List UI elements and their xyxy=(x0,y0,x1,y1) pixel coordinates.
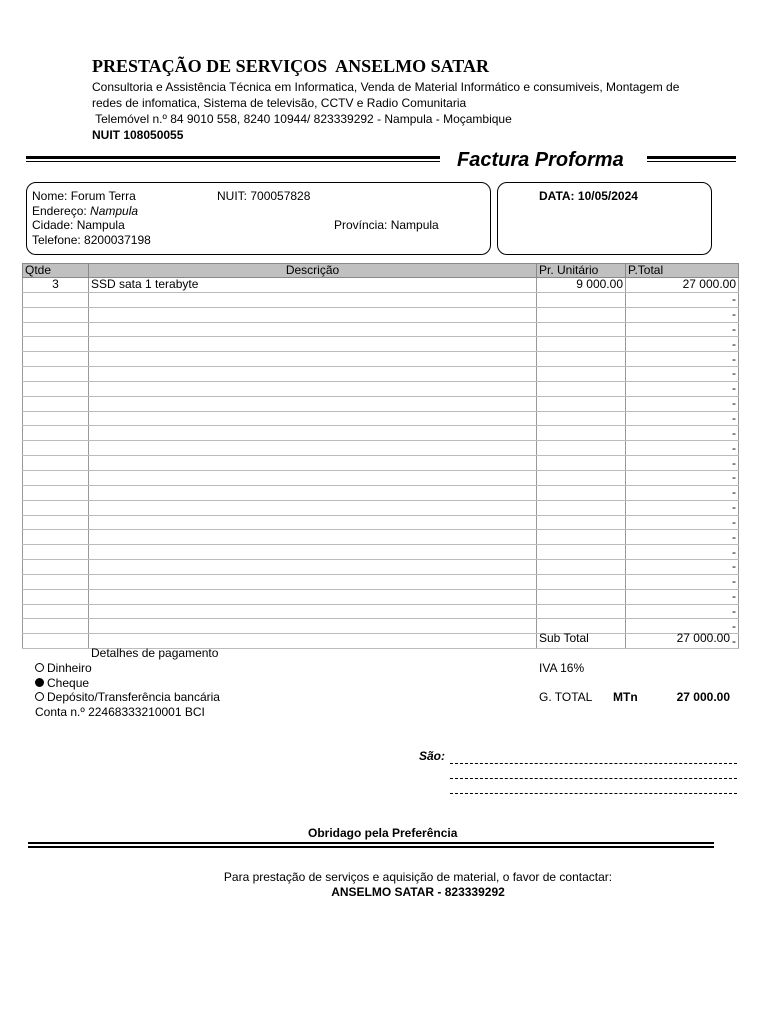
cell-qty xyxy=(23,292,89,307)
cell-total: - xyxy=(626,634,739,649)
client-nuit-value: 700057828 xyxy=(250,189,311,203)
cell-total: - xyxy=(626,411,739,426)
cell-total: - xyxy=(626,292,739,307)
table-row xyxy=(23,396,739,411)
cell-qty xyxy=(23,307,89,322)
table-header-row xyxy=(23,264,739,278)
cell-unit-price xyxy=(537,337,626,352)
cell-unit-price xyxy=(537,515,626,530)
cell-total: - xyxy=(626,560,739,575)
client-address-label: Endereço: xyxy=(32,204,87,218)
cell-qty xyxy=(23,500,89,515)
cell-description xyxy=(89,441,537,456)
cell-description xyxy=(89,604,537,619)
cell-total: - xyxy=(626,381,739,396)
cell-qty xyxy=(23,604,89,619)
table-row xyxy=(23,604,739,619)
cell-unit-price xyxy=(537,441,626,456)
table-row xyxy=(23,352,739,367)
cell-total: - xyxy=(626,456,739,471)
cell-description xyxy=(89,352,537,367)
company-description-line2: redes de infomatica, Sistema de televisão, CCTV e Radio Comunitaria xyxy=(92,96,467,110)
cell-qty xyxy=(23,322,89,337)
table-row xyxy=(23,381,739,396)
cell-total: - xyxy=(626,604,739,619)
cell-description xyxy=(89,396,537,411)
header-description: Descrição xyxy=(89,264,537,278)
cell-total: - xyxy=(626,470,739,485)
header-unit-price: Pr. Unitário xyxy=(537,264,626,278)
signature-line-2 xyxy=(450,778,737,779)
client-address-value: Nampula xyxy=(90,204,139,218)
cell-qty: 3 xyxy=(23,278,89,293)
client-province-value: Nampula xyxy=(390,218,439,232)
payment-option-cash xyxy=(35,661,92,675)
radio-transfer-icon xyxy=(35,692,44,701)
client-nuit-label: NUIT: xyxy=(217,189,247,203)
cell-unit-price xyxy=(537,589,626,604)
cell-qty xyxy=(23,515,89,530)
cell-description xyxy=(89,381,537,396)
table-row xyxy=(23,574,739,589)
bank-account: Conta n.º 22468333210001 BCI xyxy=(35,705,205,719)
cell-total: - xyxy=(626,307,739,322)
company-nuit: NUIT 108050055 xyxy=(92,128,184,142)
table-row xyxy=(23,470,739,485)
cell-unit-price xyxy=(537,322,626,337)
cell-unit-price xyxy=(537,307,626,322)
cell-qty xyxy=(23,619,89,634)
table-row xyxy=(23,426,739,441)
cell-qty xyxy=(23,545,89,560)
cell-description xyxy=(89,322,537,337)
cell-total: - xyxy=(626,337,739,352)
cell-unit-price xyxy=(537,530,626,545)
cell-description xyxy=(89,426,537,441)
cell-description xyxy=(89,411,537,426)
cell-description xyxy=(89,367,537,382)
cell-unit-price xyxy=(537,426,626,441)
cell-qty xyxy=(23,485,89,500)
client-phone-value: 8200037198 xyxy=(84,233,151,247)
cell-total: 27 000.00 xyxy=(626,278,739,293)
subtotal-label: Sub Total xyxy=(539,631,589,645)
table-row xyxy=(23,411,739,426)
cell-unit-price xyxy=(537,456,626,471)
title-rule-right-thin xyxy=(647,161,736,162)
grand-total-value: 27 000.00 xyxy=(676,690,730,704)
cell-qty xyxy=(23,560,89,575)
cell-total: - xyxy=(626,500,739,515)
cell-total: - xyxy=(626,441,739,456)
client-province xyxy=(334,218,439,232)
footer-rule-top xyxy=(28,842,714,844)
client-name-value: Forum Terra xyxy=(70,189,136,203)
cell-qty xyxy=(23,337,89,352)
table-row xyxy=(23,441,739,456)
cell-description xyxy=(89,619,537,634)
payment-option-transfer xyxy=(35,690,220,704)
cell-total: - xyxy=(626,530,739,545)
cell-total: - xyxy=(626,545,739,560)
cell-unit-price xyxy=(537,381,626,396)
cell-unit-price xyxy=(537,292,626,307)
cell-total: - xyxy=(626,396,739,411)
cell-description xyxy=(89,500,537,515)
company-name: PRESTAÇÃO DE SERVIÇOS ANSELMO SATAR xyxy=(92,56,489,76)
client-city xyxy=(32,218,125,232)
table-row xyxy=(23,367,739,382)
cell-unit-price xyxy=(537,574,626,589)
table-row xyxy=(23,292,739,307)
cell-unit-price xyxy=(537,352,626,367)
cell-description xyxy=(89,307,537,322)
cell-description xyxy=(89,470,537,485)
cell-unit-price xyxy=(537,470,626,485)
cell-qty xyxy=(23,470,89,485)
currency-label: MTn xyxy=(613,690,638,704)
table-row xyxy=(23,500,739,515)
radio-cash-icon xyxy=(35,663,44,672)
signature-line-1 xyxy=(450,763,737,764)
title-rule-left-thick xyxy=(26,156,440,159)
cell-description xyxy=(89,485,537,500)
header-total: P.Total xyxy=(626,264,739,278)
header-qty: Qtde xyxy=(23,264,89,278)
items-table xyxy=(22,263,739,649)
client-address xyxy=(32,204,138,218)
cell-qty xyxy=(23,441,89,456)
cell-description xyxy=(89,589,537,604)
payment-option-cheque xyxy=(35,676,89,690)
cell-description: SSD sata 1 terabyte xyxy=(89,278,537,293)
table-row xyxy=(23,515,739,530)
cell-qty xyxy=(23,352,89,367)
table-row xyxy=(23,530,739,545)
title-rule-right-thick xyxy=(647,156,736,159)
company-description-line1: Consultoria e Assistência Técnica em Informatica, Venda de Material Informático e consumiveis, Montagem de xyxy=(92,80,680,94)
cell-qty xyxy=(23,367,89,382)
cell-description xyxy=(89,530,537,545)
cell-unit-price xyxy=(537,367,626,382)
client-name-label: Nome: xyxy=(32,189,68,203)
cell-total: - xyxy=(626,619,739,634)
cell-qty xyxy=(23,396,89,411)
cell-unit-price xyxy=(537,411,626,426)
cell-total: - xyxy=(626,352,739,367)
grand-total-label: G. TOTAL xyxy=(539,690,593,704)
date-value: 10/05/2024 xyxy=(577,189,638,203)
table-row xyxy=(23,589,739,604)
cell-qty xyxy=(23,574,89,589)
signature-label: São: xyxy=(419,749,446,763)
cell-qty xyxy=(23,634,89,649)
client-city-value: Nampula xyxy=(76,218,125,232)
payment-option-cheque-label: Cheque xyxy=(47,676,90,690)
cell-qty xyxy=(23,530,89,545)
cell-description xyxy=(89,337,537,352)
cell-qty xyxy=(23,426,89,441)
cell-total: - xyxy=(626,485,739,500)
client-phone-label: Telefone: xyxy=(32,233,81,247)
table-row xyxy=(23,485,739,500)
cell-description xyxy=(89,545,537,560)
client-name xyxy=(32,189,136,203)
cell-description xyxy=(89,515,537,530)
cell-total: - xyxy=(626,515,739,530)
title-rule-left-thin xyxy=(26,161,440,162)
table-row xyxy=(23,278,739,293)
cell-total: - xyxy=(626,426,739,441)
iva-label: IVA 16% xyxy=(539,661,585,675)
subtotal-value: 27 000.00 xyxy=(676,631,730,645)
date-label: DATA: xyxy=(539,189,575,203)
client-city-label: Cidade: xyxy=(32,218,74,232)
signature-line-3 xyxy=(450,793,737,794)
footer-rule-bottom xyxy=(28,846,714,848)
radio-cheque-icon xyxy=(35,678,44,687)
table-row xyxy=(23,560,739,575)
cell-unit-price xyxy=(537,396,626,411)
cell-qty xyxy=(23,589,89,604)
thanks-message: Obridago pela Preferência xyxy=(308,826,458,840)
items-body xyxy=(23,278,739,649)
cell-description xyxy=(89,456,537,471)
payment-option-cash-label: Dinheiro xyxy=(47,661,92,675)
payment-title: Detalhes de pagamento xyxy=(91,646,219,660)
cell-qty xyxy=(23,456,89,471)
payment-option-transfer-label: Depósito/Transferência bancária xyxy=(47,690,220,704)
cell-total: - xyxy=(626,367,739,382)
cell-unit-price: 9 000.00 xyxy=(537,278,626,293)
document-date xyxy=(539,189,638,203)
table-row xyxy=(23,307,739,322)
table-row xyxy=(23,337,739,352)
table-row xyxy=(23,545,739,560)
client-province-label: Província: xyxy=(334,218,388,232)
client-nuit xyxy=(217,189,310,203)
cell-description xyxy=(89,292,537,307)
cell-description xyxy=(89,560,537,575)
cell-unit-price xyxy=(537,545,626,560)
cell-unit-price xyxy=(537,604,626,619)
cell-unit-price xyxy=(537,560,626,575)
cell-total: - xyxy=(626,322,739,337)
cell-qty xyxy=(23,411,89,426)
cell-total: - xyxy=(626,589,739,604)
cell-total: - xyxy=(626,574,739,589)
table-row xyxy=(23,456,739,471)
cell-unit-price xyxy=(537,485,626,500)
cell-description xyxy=(89,574,537,589)
table-row xyxy=(23,322,739,337)
footer-contact-name: ANSELMO SATAR - 823339292 xyxy=(331,885,505,899)
client-phone xyxy=(32,233,151,247)
cell-qty xyxy=(23,381,89,396)
footer-contact-line: Para prestação de serviços e aquisição de material, o favor de contactar: xyxy=(223,870,613,884)
cell-unit-price xyxy=(537,500,626,515)
document-title: Factura Proforma xyxy=(457,149,624,171)
company-contacts: Telemóvel n.º 84 9010 558, 8240 10944/ 823339292 - Nampula - Moçambique xyxy=(92,112,512,126)
